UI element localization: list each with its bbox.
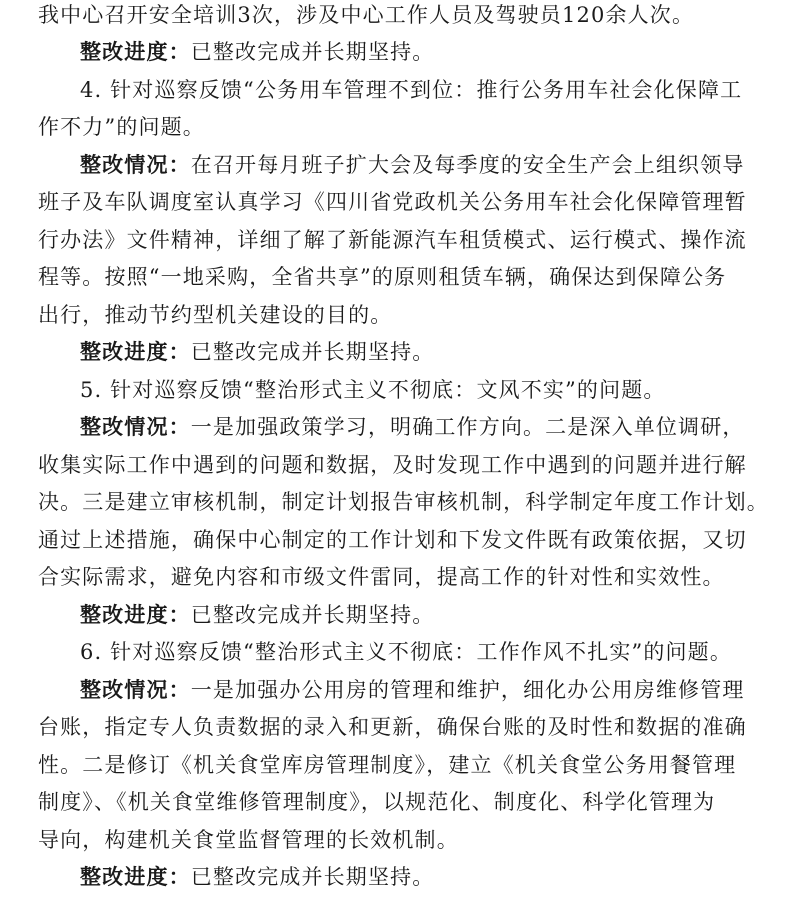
line-text: 5. 针对巡察反馈“整治形式主义不彻底：文风不实”的问题。 <box>80 378 666 402</box>
progress-line <box>80 862 780 892</box>
line-text: 出行，推动节约型机关建设的目的。 <box>38 303 393 327</box>
section-heading-6 <box>80 637 780 667</box>
line-text: 6. 针对巡察反馈“整治形式主义不彻底：工作作风不扎实”的问题。 <box>80 640 732 664</box>
status-line <box>80 675 780 705</box>
text-line <box>38 825 778 855</box>
line-text: 一是加强政策学习，明确工作方向。二是深入单位调研， <box>190 415 745 439</box>
status-label: 整改情况： <box>80 152 191 177</box>
progress-line <box>80 37 780 67</box>
progress-line <box>80 337 780 367</box>
text-line <box>38 262 778 292</box>
line-text: 导向，构建机关食堂监督管理的长效机制。 <box>38 828 459 852</box>
text-line <box>38 112 778 142</box>
text-line <box>38 187 778 217</box>
line-text: 收集实际工作中遇到的问题和数据，及时发现工作中遇到的问题并进行解 <box>38 453 747 477</box>
text-line <box>38 787 778 817</box>
line-text: 决。三是建立审核机制，制定计划报告审核机制，科学制定年度工作计划。 <box>38 490 769 514</box>
line-text: 作不力”的问题。 <box>38 115 205 139</box>
line-text: 班子及车队调度室认真学习《四川省党政机关公务用车社会化保障管理暂 <box>38 190 747 214</box>
status-label: 整改情况： <box>80 677 191 702</box>
line-text: 通过上述措施，确保中心制定的工作计划和下发文件既有政策依据，又切 <box>38 528 747 552</box>
text-line <box>38 562 778 592</box>
line-text: 我中心召开安全培训3次，涉及中心工作人员及驾驶员120余人次。 <box>38 3 695 27</box>
line-text: 在召开每月班子扩大会及每季度的安全生产会上组织领导 <box>190 153 745 177</box>
text-line <box>38 0 778 30</box>
text-line <box>38 712 778 742</box>
text-line <box>38 225 778 255</box>
status-line <box>80 150 780 180</box>
line-text: 行办法》文件精神，详细了解了新能源汽车租赁模式、运行模式、操作流 <box>38 228 747 252</box>
line-text: 性。二是修订《机关食堂库房管理制度》，建立《机关食堂公务用餐管理 <box>38 753 737 777</box>
line-text: 已整改完成并长期坚持。 <box>190 340 435 364</box>
line-text: 已整改完成并长期坚持。 <box>190 865 435 889</box>
line-text: 已整改完成并长期坚持。 <box>190 603 435 627</box>
line-text: 制度》、《机关食堂维修管理制度》，以规范化、制度化、科学化管理为 <box>38 790 716 814</box>
progress-label: 整改进度： <box>80 39 191 64</box>
line-text: 合实际需求，避免内容和市级文件雷同，提高工作的针对性和实效性。 <box>38 565 725 589</box>
progress-label: 整改进度： <box>80 339 191 364</box>
text-line <box>38 450 778 480</box>
section-heading-4 <box>80 75 780 105</box>
line-text: 已整改完成并长期坚持。 <box>190 40 435 64</box>
line-text: 4. 针对巡察反馈“公务用车管理不到位：推行公务用车社会化保障工 <box>80 78 743 102</box>
line-text: 台账，指定专人负责数据的录入和更新，确保台账的及时性和数据的准确 <box>38 715 747 739</box>
progress-line <box>80 600 780 630</box>
line-text: 一是加强办公用房的管理和维护，细化办公用房维修管理 <box>190 678 745 702</box>
text-line <box>38 750 778 780</box>
text-line <box>38 487 778 517</box>
line-text: 程等。按照“一地采购，全省共享”的原则租赁车辆，确保达到保障公务 <box>38 265 727 289</box>
status-line <box>80 412 780 442</box>
progress-label: 整改进度： <box>80 602 191 627</box>
text-line <box>38 300 778 330</box>
text-line <box>38 525 778 555</box>
progress-label: 整改进度： <box>80 864 191 889</box>
section-heading-5 <box>80 375 780 405</box>
status-label: 整改情况： <box>80 414 191 439</box>
